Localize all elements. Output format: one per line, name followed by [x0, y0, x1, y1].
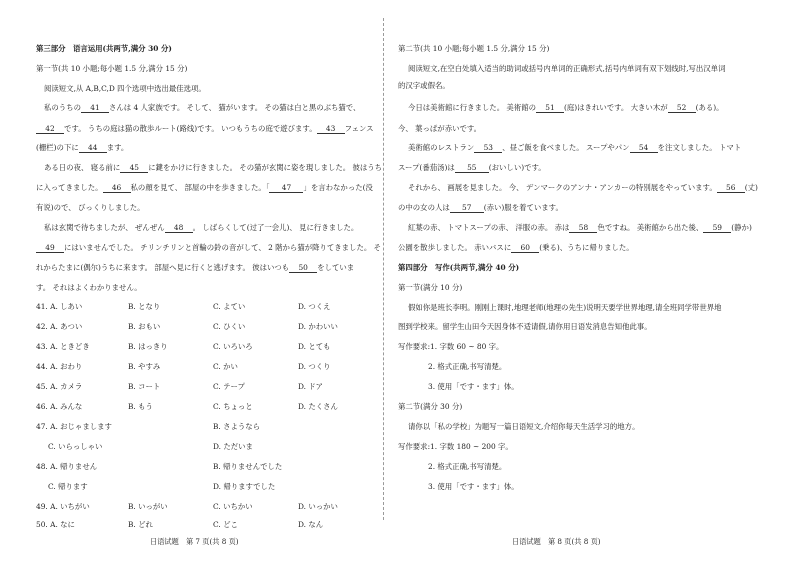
- passage-line: 今、 葉っぱが赤いです。: [398, 124, 482, 133]
- option-c: C. どこ: [213, 520, 238, 529]
- writing1-requirement: 3. 使用「です・ます」体。: [428, 382, 519, 391]
- question-number: 47.: [36, 422, 51, 431]
- option-d: D. なん: [298, 520, 324, 529]
- part3-title: 第三部分 语言运用(共两节,满分 30 分): [36, 44, 172, 53]
- option-d: D. いっかい: [298, 502, 338, 511]
- option-d: D. 帰りますでした: [213, 482, 276, 491]
- passage-line: 49 にはいませんでした。 チリンチリンと首輪の鈴の音がして、 2 階から猫が降りてきました。 そ: [36, 243, 381, 253]
- question-number: 43.: [36, 342, 51, 351]
- question-number: 41.: [36, 302, 51, 311]
- blank-44: 44: [79, 143, 107, 153]
- writing2-requirement: 写作要求:1. 字数 180 ~ 200 字。: [398, 442, 513, 451]
- blank-50: 50: [289, 263, 317, 273]
- blank-60: 60: [511, 243, 539, 253]
- section1-title: 第一节(共 10 小题;每小题 1.5 分,满分 15 分): [36, 64, 188, 73]
- question-number: 44.: [36, 362, 51, 371]
- option-d: D. ドア: [298, 382, 323, 391]
- writing2-text: 请你以「私の学校」为题写一篇日语短文,介绍你每天生活学习的地方。: [408, 422, 640, 431]
- page-footer: 日语试题 第 7 页(共 8 页): [150, 537, 239, 546]
- option-d: D. たくさん: [298, 402, 338, 411]
- writing1-requirement: 2. 格式正确,书写清楚。: [428, 362, 507, 371]
- writing2-requirement: 3. 使用「です・ます」体。: [428, 482, 519, 491]
- option-b: B. コート: [128, 382, 161, 391]
- option-a: 48. A. 帰りません: [36, 462, 98, 471]
- option-c: C. いろいろ: [213, 342, 253, 351]
- blank-58: 58: [569, 223, 597, 233]
- option-b: B. おもい: [128, 322, 161, 331]
- question-number: 50.: [36, 520, 51, 529]
- passage-line: 私は玄関で待ちましたが、 ぜんぜん 48 。 しばらくして(过了一会儿)、 見に行きました。: [44, 223, 359, 232]
- option-a: 49. A. いちがい: [36, 502, 90, 511]
- option-a: 47. A. おじゃまします: [36, 422, 112, 431]
- option-c: C. かい: [213, 362, 238, 371]
- passage-line: スープ(番茄汤)は 55 (おいしい)です。: [398, 163, 546, 172]
- blank-52: 52: [668, 103, 696, 113]
- writing2-title: 第二节(满分 30 分): [398, 402, 463, 411]
- instruction-line: 阅读短文,在空白处填入适当的助词或括号内单词的正确形式,括号内单词有双下划线时,写出汉单词: [408, 64, 726, 73]
- blank-55: 55: [455, 163, 489, 173]
- option-a: 44. A. おわり: [36, 362, 83, 371]
- passage-line: (栅栏)の下に 44 ます。: [36, 143, 129, 152]
- option-b: B. もう: [128, 402, 153, 411]
- passage-line: 有说)ので、 びっくりしました。: [36, 203, 145, 212]
- passage-line: す。 それはよくわかりません。: [36, 283, 142, 292]
- writing1-text: 图到学校来。留学生山田今天因身体不适请假,请你用日语发消息告知他此事。: [398, 322, 652, 331]
- option-d: D. ただいま: [213, 442, 253, 451]
- blank-56: 56: [717, 183, 745, 193]
- question-number: 49.: [36, 502, 51, 511]
- blank-46: 46: [103, 183, 131, 193]
- option-c: C. いちかい: [213, 502, 253, 511]
- question-number: 48.: [36, 462, 51, 471]
- passage-line: それから、 画展を見ました。 今、 デンマークのアンナ・アンカーの特別展をやっています。 56 (丈): [408, 183, 758, 192]
- option-c: C. テープ: [213, 382, 245, 391]
- blank-57: 57: [450, 203, 484, 213]
- page-footer: 日语试题 第 8 页(共 8 页): [512, 537, 601, 546]
- option-b: B. となり: [128, 302, 161, 311]
- blank-51: 51: [536, 103, 564, 113]
- writing1-title: 第一节(满分 10 分): [398, 283, 463, 292]
- blank-41: 41: [81, 103, 109, 113]
- option-d: D. つくり: [298, 362, 331, 371]
- blank-48: 48: [165, 223, 193, 233]
- passage-line: 今日は美術館に行きました。 美術館の 51 (庭)はきれいです。 大きい木が 52 (ある)。: [408, 103, 724, 112]
- blank-53: 53: [474, 143, 502, 153]
- option-b: B. いっがい: [128, 502, 168, 511]
- option-a: 45. A. カメラ: [36, 382, 83, 391]
- instruction: 阅读短文,从 A,B,C,D 四个选项中选出最佳选项。: [44, 84, 206, 93]
- option-b: B. どれ: [128, 520, 153, 529]
- option-c: C. 帰ります: [48, 482, 88, 491]
- blank-59: 59: [703, 223, 731, 233]
- writing2-requirement: 2. 格式正确,书写清楚。: [428, 462, 507, 471]
- option-c: C. よてい: [213, 302, 246, 311]
- question-number: 46.: [36, 402, 51, 411]
- blank-42: 42: [36, 124, 64, 134]
- option-d: D. つくえ: [298, 302, 331, 311]
- writing1-text: 假如你是班长李明。刚刚上课时,地理老师(地理の先生)说明天要学世界地理,请全班同学带世界地: [408, 303, 722, 312]
- passage-line: 美術館のレストラン 53 、昼ご飯を食べました。 スープやパン 54 を注文しました。 トマト: [408, 143, 742, 152]
- part4-title: 第四部分 写作(共两节,满分 40 分): [398, 263, 520, 272]
- option-b: B. 帰りませんでした: [213, 462, 283, 471]
- passage-line: 私のうちの 41 さんは 4 人家族です。 そして、 猫がいます。 その猫は白と黒のぶち猫で、: [44, 103, 361, 112]
- option-a: 42. A. あつい: [36, 322, 83, 331]
- blank-54: 54: [630, 143, 658, 153]
- option-a: 43. A. ときどき: [36, 342, 90, 351]
- instruction-line: 的汉字或假名。: [398, 81, 450, 90]
- option-number: 41. A. しあい: [36, 302, 83, 311]
- option-a: 50. A. なに: [36, 520, 75, 529]
- option-c: C. ちょっと: [213, 402, 253, 411]
- passage-line: 42 です。 うちの庭は猫の散歩ルート(路线)です。 いつもうちの庭で遊びます。 43 フェンス: [36, 124, 374, 134]
- passage-line: れからたまに(偶尔)うちに来ます。 部屋へ見に行くと逃げます。 彼はいつも 50 をしていま: [36, 263, 355, 272]
- blank-47: 47: [269, 183, 303, 193]
- option-d: D. かわいい: [298, 322, 338, 331]
- writing1-requirement: 写作要求:1. 字数 60 ~ 80 字。: [398, 342, 504, 351]
- page-divider: [383, 18, 384, 520]
- blank-45: 45: [120, 163, 148, 173]
- option-d: D. とても: [298, 342, 331, 351]
- option-b: B. やすみ: [128, 362, 161, 371]
- option-b: B. さようなら: [213, 422, 261, 431]
- option-b: B. はっきり: [128, 342, 168, 351]
- question-number: 42.: [36, 322, 51, 331]
- passage-line: に入ってきました。 46 私の顔を見て、 部屋の中を歩きました。「 47 」を言わなかった(没: [36, 183, 373, 192]
- option-c: C. いらっしゃい: [48, 442, 103, 451]
- blank-49: 49: [36, 243, 64, 253]
- passage-line: 公園を散歩しました。 赤いバスに 60 (乗る)、うちに帰りました。: [398, 243, 634, 252]
- section2-title: 第二节(共 10 小题;每小题 1.5 分,满分 15 分): [398, 44, 550, 53]
- passage-line: の中の女の人は 57 (赤い)服を着ています。: [398, 203, 563, 212]
- option-a: 46. A. みんな: [36, 402, 83, 411]
- blank-43: 43: [317, 124, 345, 134]
- option-c: C. ひくい: [213, 322, 246, 331]
- passage-line: 紅葉の赤、 トマトスープの赤、 洋服の赤。 赤は 58 色ですね。 美術館から出た後、 59 (静か): [408, 223, 752, 232]
- passage-line: ある日の夜、 寝る前に 45 に鍵をかけに行きました。 その猫が玄関に姿を現しました。 彼はうち: [44, 163, 383, 172]
- question-number: 45.: [36, 382, 51, 391]
